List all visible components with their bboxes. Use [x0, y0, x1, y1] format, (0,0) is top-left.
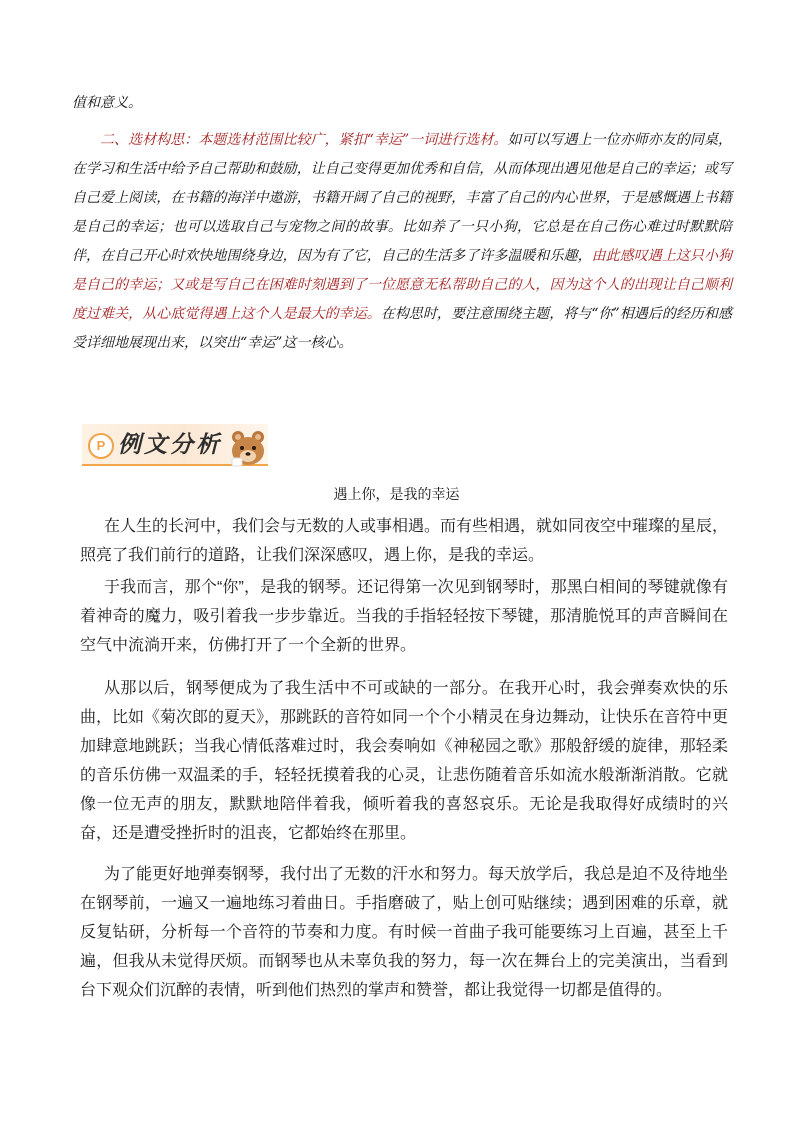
banner-badge-icon: P [88, 433, 114, 459]
banner-title: 例文分析 [118, 431, 222, 457]
essay-paragraph: 在人生的长河中，我们会与无数的人或事相遇。而有些相遇，就如同夜空中璀璨的星辰，照亮了我们前行的道路，让我们深深感叹，遇上你，是我的幸运。 [80, 518, 729, 564]
guide-section-2-highlight: 由此感叹遇上这只小狗是自己的幸运；又或是写自己在困难时刻遇到了一位愿意无私帮助自己的人，因为这个人的出现让自己顺利度过难关，从心底觉得遇上这个人是最大的幸运。 [72, 248, 733, 322]
essay-paragraph: 为了能更好地弹奏钢琴，我付出了无数的汗水和努力。每天放学后，我总是迫不及待地坐在钢琴前，一遍又一遍地练习着曲日。手指磨破了，贴上创可贴继续；遇到困难的乐章，就反复钻研，分析每一个音符的节奏和力度。有时候一首曲子我可能要练习上百遍，甚至上千遍，但我从未觉得厌烦。而钢琴也从未辜负我的努力，每一次在舞台上的完美演出，当看到台下观众们沉醉的表情，听到他们热烈的掌声和赞誉，都让我觉得一切都是值得的。 [80, 866, 729, 999]
guide-section-2-heading: 二、选材构思：本题选材范围比较广，紧扣“幸运”一词进行选材。 [100, 132, 508, 148]
bear-mascot-icon [228, 428, 268, 468]
guide-continuation: 值和意义。 [72, 95, 142, 111]
essay-paragraph: 于我而言，那个“你”，是我的钢琴。还记得第一次见到钢琴时，那黑白相间的琴键就像有着神奇的魔力，吸引着我一步步靠近。当我的手指轻轻按下琴键，那清脆悦耳的声音瞬间在空气中流淌开来，仿佛打开了一个全新的世界。 [80, 579, 728, 654]
essay-paragraph: 从那以后，钢琴便成为了我生活中不可或缺的一部分。在我开心时，我会弹奏欢快的乐曲，比如《菊次郎的夏天》，那跳跃的音符如同一个个小精灵在身边舞动，让快乐在音符中更加肆意地跳跃；当我心情低落难过时，我会奏响如《神秘园之歌》那般舒缓的旋律，那轻柔的音乐仿佛一双温柔的手，轻轻抚摸着我的心灵，让悲伤随着音乐如流水般渐渐消散。它就像一位无声的朋友，默默地陪伴着我，倾听着我的喜怒哀乐。无论是我取得好成绩时的兴奋，还是遭受挫折时的沮丧，它都始终在那里。 [80, 680, 729, 842]
guide-section-2-ending: 在构思时，要注意围绕主题，将与“你”相遇后的经历和感受详细地展现出来，以突出“幸运”这一核心。 [72, 306, 732, 351]
example-analysis-banner [82, 424, 268, 468]
guide-section-2 [72, 126, 732, 358]
guide-section-2-body: 如可以写遇上一位亦师亦友的同桌，在学习和生活中给予自己帮助和鼓励，让自己变得更加优秀和自信，从而体现出遇见他是自己的幸运；或写自己爱上阅读，在书籍的海洋中遨游，书籍开阔了自己的视野，丰富了自己的内心世界，于是感慨遇上书籍是自己的幸运；也可以选取自己与宠物之间的故事。比如养了一只小狗，它总是在自己伤心难过时默默陪伴，在自己开心时欢快地围绕身边，因为有了它，自己的生活多了许多温暖和乐趣， [72, 132, 732, 264]
essay-title: 遇上你，是我的幸运 [333, 486, 460, 502]
